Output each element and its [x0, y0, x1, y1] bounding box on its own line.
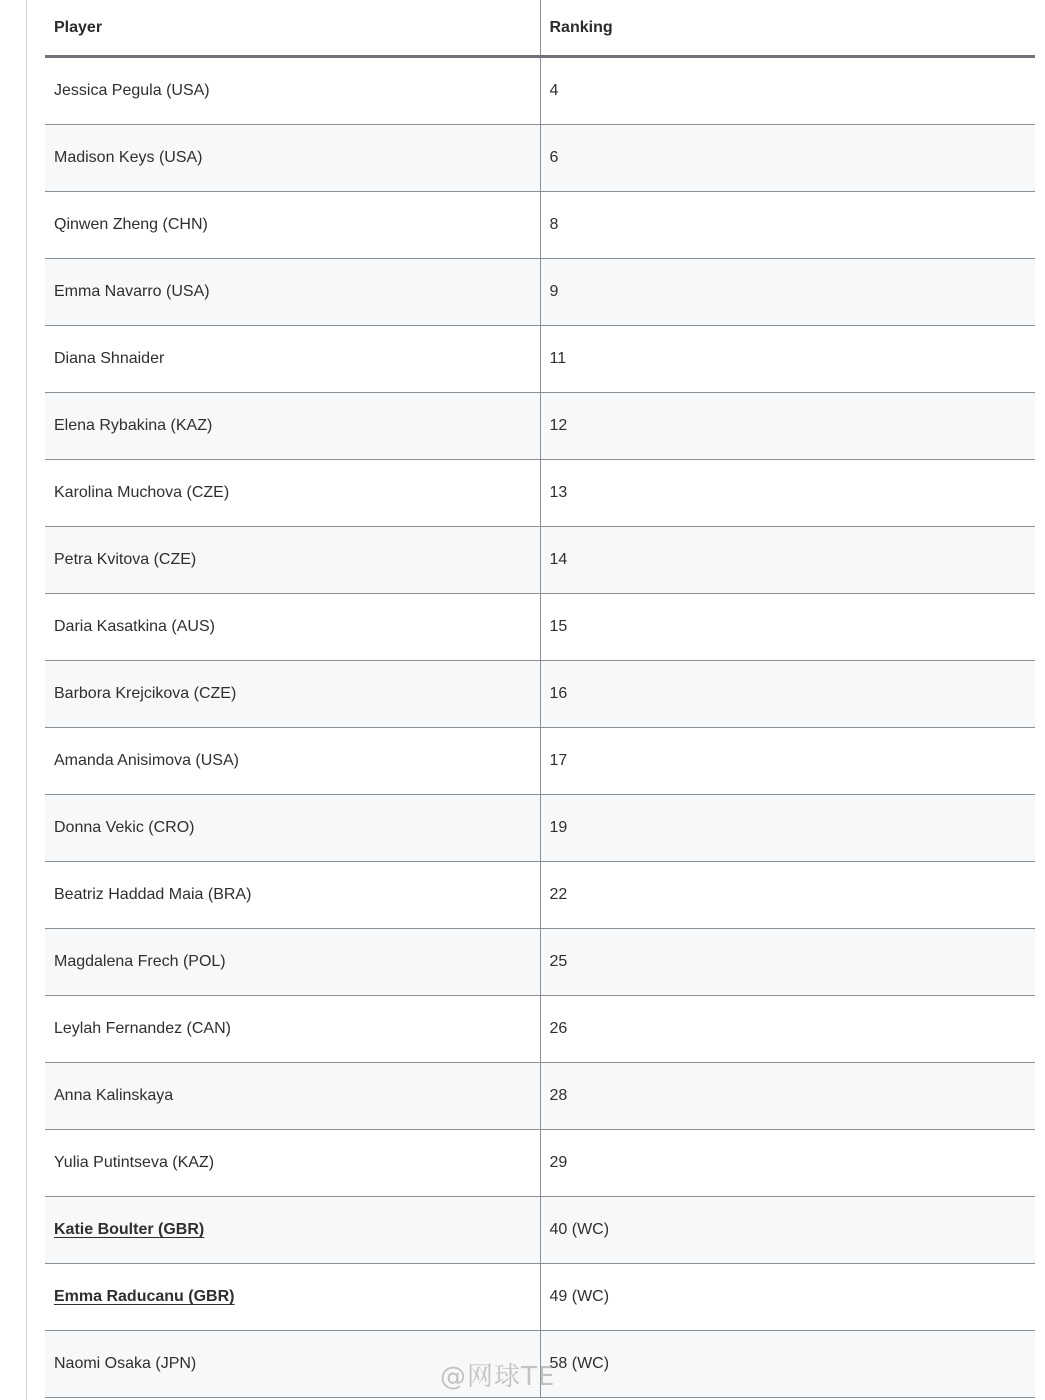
player-cell — [45, 527, 540, 594]
ranking-cell: 19 — [540, 795, 1035, 862]
player-cell — [45, 661, 540, 728]
ranking-cell: 14 — [540, 527, 1035, 594]
table-row — [45, 795, 1035, 862]
player-name: Magdalena Frech (POL) — [54, 953, 226, 970]
ranking-cell: 11 — [540, 326, 1035, 393]
player-cell — [45, 862, 540, 929]
table-row — [45, 57, 1035, 125]
table-row — [45, 862, 1035, 929]
player-name: Naomi Osaka (JPN) — [54, 1355, 197, 1372]
ranking-cell: 29 — [540, 1130, 1035, 1197]
player-name: Madison Keys (USA) — [54, 149, 203, 166]
player-name: Leylah Fernandez (CAN) — [54, 1020, 231, 1037]
table-row — [45, 460, 1035, 527]
table-row — [45, 192, 1035, 259]
table-row — [45, 1063, 1035, 1130]
table-body — [45, 57, 1035, 1398]
rankings-table — [45, 0, 1035, 1398]
player-name: Emma Navarro (USA) — [54, 283, 210, 300]
player-name: Jessica Pegula (USA) — [54, 82, 210, 99]
player-cell — [45, 795, 540, 862]
ranking-cell: 28 — [540, 1063, 1035, 1130]
player-cell — [45, 192, 540, 259]
table-header — [45, 0, 1035, 57]
player-name: Donna Vekic (CRO) — [54, 819, 195, 836]
column-header-ranking[interactable]: Ranking — [540, 0, 1035, 57]
player-cell — [45, 1130, 540, 1197]
table-row — [45, 594, 1035, 661]
player-cell — [45, 1264, 540, 1331]
ranking-cell: 4 — [540, 57, 1035, 125]
ranking-cell: 6 — [540, 125, 1035, 192]
player-name: Yulia Putintseva (KAZ) — [54, 1154, 215, 1171]
ranking-cell: 9 — [540, 259, 1035, 326]
table-row — [45, 326, 1035, 393]
player-cell — [45, 929, 540, 996]
player-cell — [45, 460, 540, 527]
player-name: Karolina Muchova (CZE) — [54, 484, 230, 501]
table-row — [45, 1264, 1035, 1331]
table-row — [45, 996, 1035, 1063]
ranking-cell: 22 — [540, 862, 1035, 929]
table-row — [45, 661, 1035, 728]
ranking-cell: 26 — [540, 996, 1035, 1063]
player-link[interactable]: Katie Boulter (GBR) — [54, 1221, 205, 1238]
table-row — [45, 527, 1035, 594]
table-row — [45, 929, 1035, 996]
rankings-table-container — [45, 0, 1035, 1398]
ranking-cell: 8 — [540, 192, 1035, 259]
player-name: Elena Rybakina (KAZ) — [54, 417, 213, 434]
ranking-cell: 12 — [540, 393, 1035, 460]
player-name: Petra Kvitova (CZE) — [54, 551, 197, 568]
table-row — [45, 393, 1035, 460]
player-cell — [45, 1063, 540, 1130]
ranking-cell: 13 — [540, 460, 1035, 527]
player-cell — [45, 728, 540, 795]
player-cell — [45, 326, 540, 393]
page-left-border — [26, 0, 27, 1400]
ranking-cell: 49 (WC) — [540, 1264, 1035, 1331]
player-cell — [45, 594, 540, 661]
ranking-cell: 40 (WC) — [540, 1197, 1035, 1264]
player-link[interactable]: Emma Raducanu (GBR) — [54, 1288, 235, 1305]
ranking-cell: 25 — [540, 929, 1035, 996]
player-name: Qinwen Zheng (CHN) — [54, 216, 208, 233]
table-row — [45, 728, 1035, 795]
player-name: Anna Kalinskaya — [54, 1087, 174, 1104]
player-cell — [45, 393, 540, 460]
header-row — [45, 0, 1035, 57]
player-cell — [45, 57, 540, 125]
player-name: Beatriz Haddad Maia (BRA) — [54, 886, 252, 903]
watermark-text: @网球TE — [440, 1362, 556, 1392]
player-cell — [45, 125, 540, 192]
table-row — [45, 1197, 1035, 1264]
ranking-cell: 15 — [540, 594, 1035, 661]
player-name: Daria Kasatkina (AUS) — [54, 618, 215, 635]
ranking-cell: 58 (WC) — [540, 1331, 1035, 1398]
table-row — [45, 125, 1035, 192]
player-name: Diana Shnaider — [54, 350, 165, 367]
player-cell — [45, 996, 540, 1063]
table-row — [45, 1130, 1035, 1197]
player-name: Amanda Anisimova (USA) — [54, 752, 239, 769]
player-cell — [45, 259, 540, 326]
player-cell — [45, 1197, 540, 1264]
ranking-cell: 16 — [540, 661, 1035, 728]
player-name: Barbora Krejcikova (CZE) — [54, 685, 237, 702]
ranking-cell: 17 — [540, 728, 1035, 795]
column-header-player[interactable]: Player — [45, 0, 540, 57]
table-row — [45, 259, 1035, 326]
